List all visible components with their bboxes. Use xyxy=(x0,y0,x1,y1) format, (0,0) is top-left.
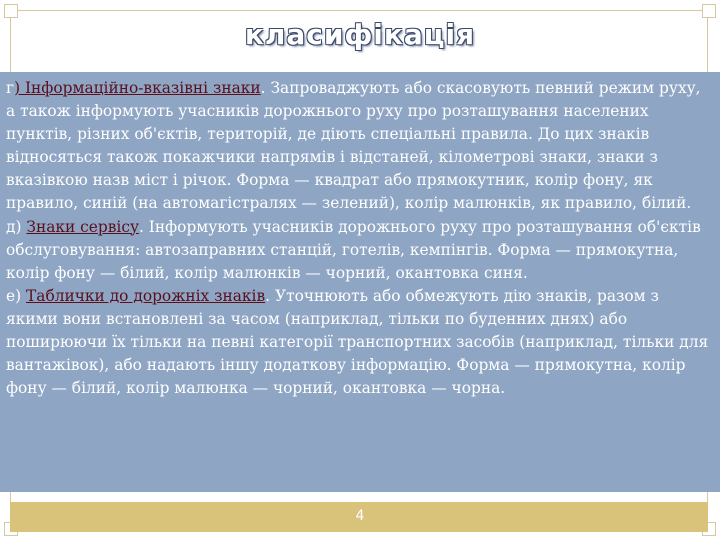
frame-corner-top-left xyxy=(4,4,18,18)
paragraph-body: . Запроваджують або скасовують певний режим руху, а також інформують учасників дорожнього руху про розташування населених пунктів, різних об'єктів, територій, де діють спеціальні правила. До цих знаків відносяться також покажчики напрямів і відстаней, кілометрові знаки, знаки з вказівкою назв міст і річок. Форма — квадрат або прямокутник, колір фону, як правило, синій (на автомагістралях — зелений), колір малюнків, як правило, білий. xyxy=(6,79,701,213)
paragraph-informational-signs xyxy=(6,77,714,216)
paragraph-body: . Уточнюють або обмежують дію знаків, разом з якими вони встановлені за часом (наприклад, тільки по буденних днях) або поширюючи їх тільки на певні категорії транспортних засобів (наприклад, тільки для вантажівок), або надають іншу додаткову інформацію. Форма — прямокутна, колір фону — білий, колір малюнка — чорний, окантовка — чорна. xyxy=(6,286,709,398)
slide-title: класифікація xyxy=(244,18,476,51)
frame-corner-top-right xyxy=(702,4,716,18)
page-number: 4 xyxy=(355,508,365,524)
paragraph-prefix: е) xyxy=(6,286,27,305)
sign-plates-link[interactable]: Таблички до дорожніх знаків xyxy=(26,286,266,305)
paragraph-sign-plates xyxy=(6,285,714,400)
paragraph-prefix: г xyxy=(6,79,15,97)
content-text xyxy=(6,77,714,400)
service-signs-link[interactable]: Знаки сервісу xyxy=(26,217,140,236)
paragraph-prefix: д) xyxy=(6,217,27,236)
informational-signs-link[interactable]: ) Інформаційно-вказівні знаки xyxy=(14,79,261,97)
paragraph-body: . Інформують учасників дорожнього руху про розташування об'єктів обслуговування: автозаправних станцій, готелів, кемпінгів. Форма — прямокутна, колір фону — білий, колір малюнків — чорний, окантовка синя. xyxy=(6,217,701,282)
paragraph-service-signs xyxy=(6,216,714,285)
